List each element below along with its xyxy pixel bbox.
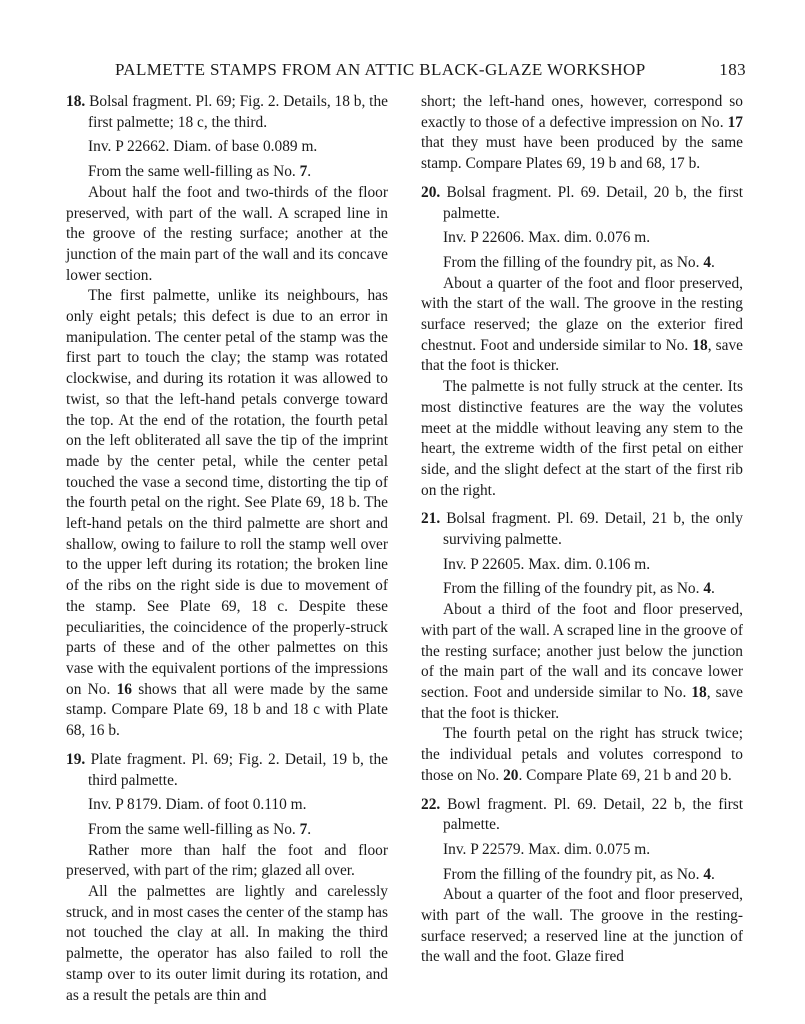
entry-22-paragraph-1: About a quarter of the foot and floor preserved, with part of the wall. The groove in the resting-surface reserved; a reserved line at the junction of the wall and the foot. Glaze fired (421, 886, 743, 966)
entry-22-heading (421, 795, 743, 836)
entry-number: 19. (66, 750, 86, 768)
paragraph-text: . Compare Plate 69, 21 b and 20 b. (518, 766, 732, 784)
entry-21-paragraph-2 (421, 724, 743, 786)
paragraph-text: shows that all were made by the same stamp. Compare Plate 69, 18 b and 18 c with Plate 68, 16 b. (66, 680, 388, 740)
entry-description: Bolsal fragment. Pl. 69. Detail, 20 b, the first palmette. (443, 183, 743, 222)
entry-description: Bowl fragment. Pl. 69. Detail, 22 b, the first palmette. (443, 795, 743, 834)
source-end: . (307, 820, 312, 838)
entry-21-inventory: Inv. P 22605. Max. dim. 0.106 m. (443, 555, 651, 573)
entry-number: 22. (421, 795, 441, 813)
entry-19-source (66, 820, 388, 841)
cross-ref: 4 (703, 580, 712, 598)
entry-20-inventory: Inv. P 22606. Max. dim. 0.076 m. (443, 229, 651, 247)
paragraph-text: that they must have been produced by the same stamp. Compare Plates 69, 19 b and 68, 17 b. (421, 134, 743, 173)
entry-19-paragraph-2: All the palmettes are lightly and carelessly struck, and in most cases the center of the stamp has not touched the clay at all. In making the third palmette, the operator has also failed to roll the stamp over to its outer limit during its rotation, and as a result the petals are thin and (66, 883, 388, 1004)
entry-20-paragraph-1 (421, 274, 743, 378)
cross-ref: 18 (691, 683, 707, 701)
source-end: . (711, 580, 715, 598)
right-column (421, 92, 743, 968)
cross-ref: 7 (299, 163, 308, 181)
entry-18-paragraph-1: About half the foot and two-thirds of the floor preserved, with part of the wall. A scraped line in the groove of the resting surface; another at the junction of the main part of the wall and its concave lower section. (66, 183, 388, 284)
cross-ref: 4 (703, 865, 712, 883)
cross-ref: 4 (703, 253, 712, 271)
entry-20-heading (421, 183, 743, 224)
cross-ref: 17 (727, 113, 743, 131)
paragraph-text: About a quarter of the foot and floor preserved, with the start of the wall. The groove in the resting surface reserved; the glaze on the exterior fired chestnut. Foot and underside similar to No. (421, 274, 743, 354)
source-text: From the same well-filling as No. (88, 820, 300, 838)
entry-21-paragraph-1 (421, 600, 743, 724)
entry-18-inventory: Inv. P 22662. Diam. of base 0.089 m. (88, 138, 318, 156)
entry-20-paragraph-2: The palmette is not fully struck at the center. Its most distinctive features are the way the volutes meet at the middle without leaving any stem to the heart, the extreme width of the first petal on either side, and the slight defect at the start of the first rib on the right. (421, 378, 743, 499)
continued-paragraph (421, 92, 743, 175)
cross-ref: 16 (116, 680, 132, 698)
cross-ref: 18 (692, 336, 708, 354)
source-end: . (711, 253, 715, 271)
paragraph-text: The first palmette, unlike its neighbours, has only eight petals; this defect is due to an error in manipulation. The center petal of the stamp was the first part to touch the clay; the stamp was rotated clockwise, and during its rotation it was allowed to twist, so that the left-hand petals converge toward the top. At the end of the rotation, the fourth petal on the left obliterated all save the tip of the imprint made by the center petal, while the center petal touched the vase a second time, distorting the tip of the fourth petal on the right. See Plate 69, 18 b. The left-hand petals on the third palmette are short and shallow, owing to failure to roll the stamp well over to the upper left during its rotation; the broken line of the ribs on the right side is due to movement of the stamp. See Plate 69, 18 c. Despite these peculiarities, the coincidence of the properly-struck parts of these and of the other palmettes on this vase with the equivalent portions of the impressions on No. (66, 287, 388, 698)
paragraph-text: , save that the foot is thicker. (421, 336, 743, 375)
entry-description: Plate fragment. Pl. 69; Fig. 2. Detail, 19 b, the third palmette. (88, 750, 388, 789)
entry-18-paragraph-2 (66, 286, 388, 741)
header-title: PALMETTE STAMPS FROM AN ATTIC BLACK-GLAZE WORKSHOP (115, 60, 646, 79)
entry-19-inventory: Inv. P 8179. Diam. of foot 0.110 m. (88, 796, 307, 814)
entry-description: Bolsal fragment. Pl. 69; Fig. 2. Details, 18 b, the first palmette; 18 c, the third. (88, 93, 388, 131)
cross-ref: 7 (299, 820, 308, 838)
entry-18-source (66, 162, 388, 183)
paragraph-text: short; the left-hand ones, however, correspond so exactly to those of a defective impression on No. (421, 93, 743, 131)
cross-ref: 20 (503, 766, 519, 784)
source-text: From the filling of the foundry pit, as No. (443, 865, 704, 883)
entry-19-paragraph-1: Rather more than half the foot and floor preserved, with part of the rim; glazed all over. (66, 841, 388, 880)
entry-22-source (421, 865, 743, 886)
source-end: . (711, 865, 715, 883)
entry-19-heading (66, 750, 388, 791)
entry-21-heading (421, 509, 743, 550)
entry-number: 18. (66, 93, 86, 110)
source-text: From the filling of the foundry pit, as No. (443, 580, 704, 598)
page-number: 183 (719, 60, 746, 79)
source-end: . (307, 163, 312, 181)
entry-number: 20. (421, 183, 441, 201)
paragraph-text: About a third of the foot and floor preserved, with part of the wall. A scraped line in the groove of the resting surface; another just below the junction of the main part of the wall and its concave lower section. Foot and underside similar to No. (421, 601, 743, 701)
source-text: From the same well-filling as No. (88, 163, 300, 181)
left-column (66, 92, 388, 1006)
paragraph-text: The fourth petal on the right has struck twice; the individual petals and volutes correspond to those on No. (421, 725, 743, 784)
entry-number: 21. (421, 510, 441, 528)
source-text: From the filling of the foundry pit, as No. (443, 253, 704, 271)
entry-20-source (421, 253, 743, 274)
entry-21-source (421, 579, 743, 600)
entry-18-heading (66, 92, 388, 133)
entry-22-inventory: Inv. P 22579. Max. dim. 0.075 m. (443, 840, 651, 858)
paragraph-text: , save that the foot is thicker. (421, 683, 743, 722)
entry-description: Bolsal fragment. Pl. 69. Detail, 21 b, the only surviving palmette. (443, 510, 743, 549)
